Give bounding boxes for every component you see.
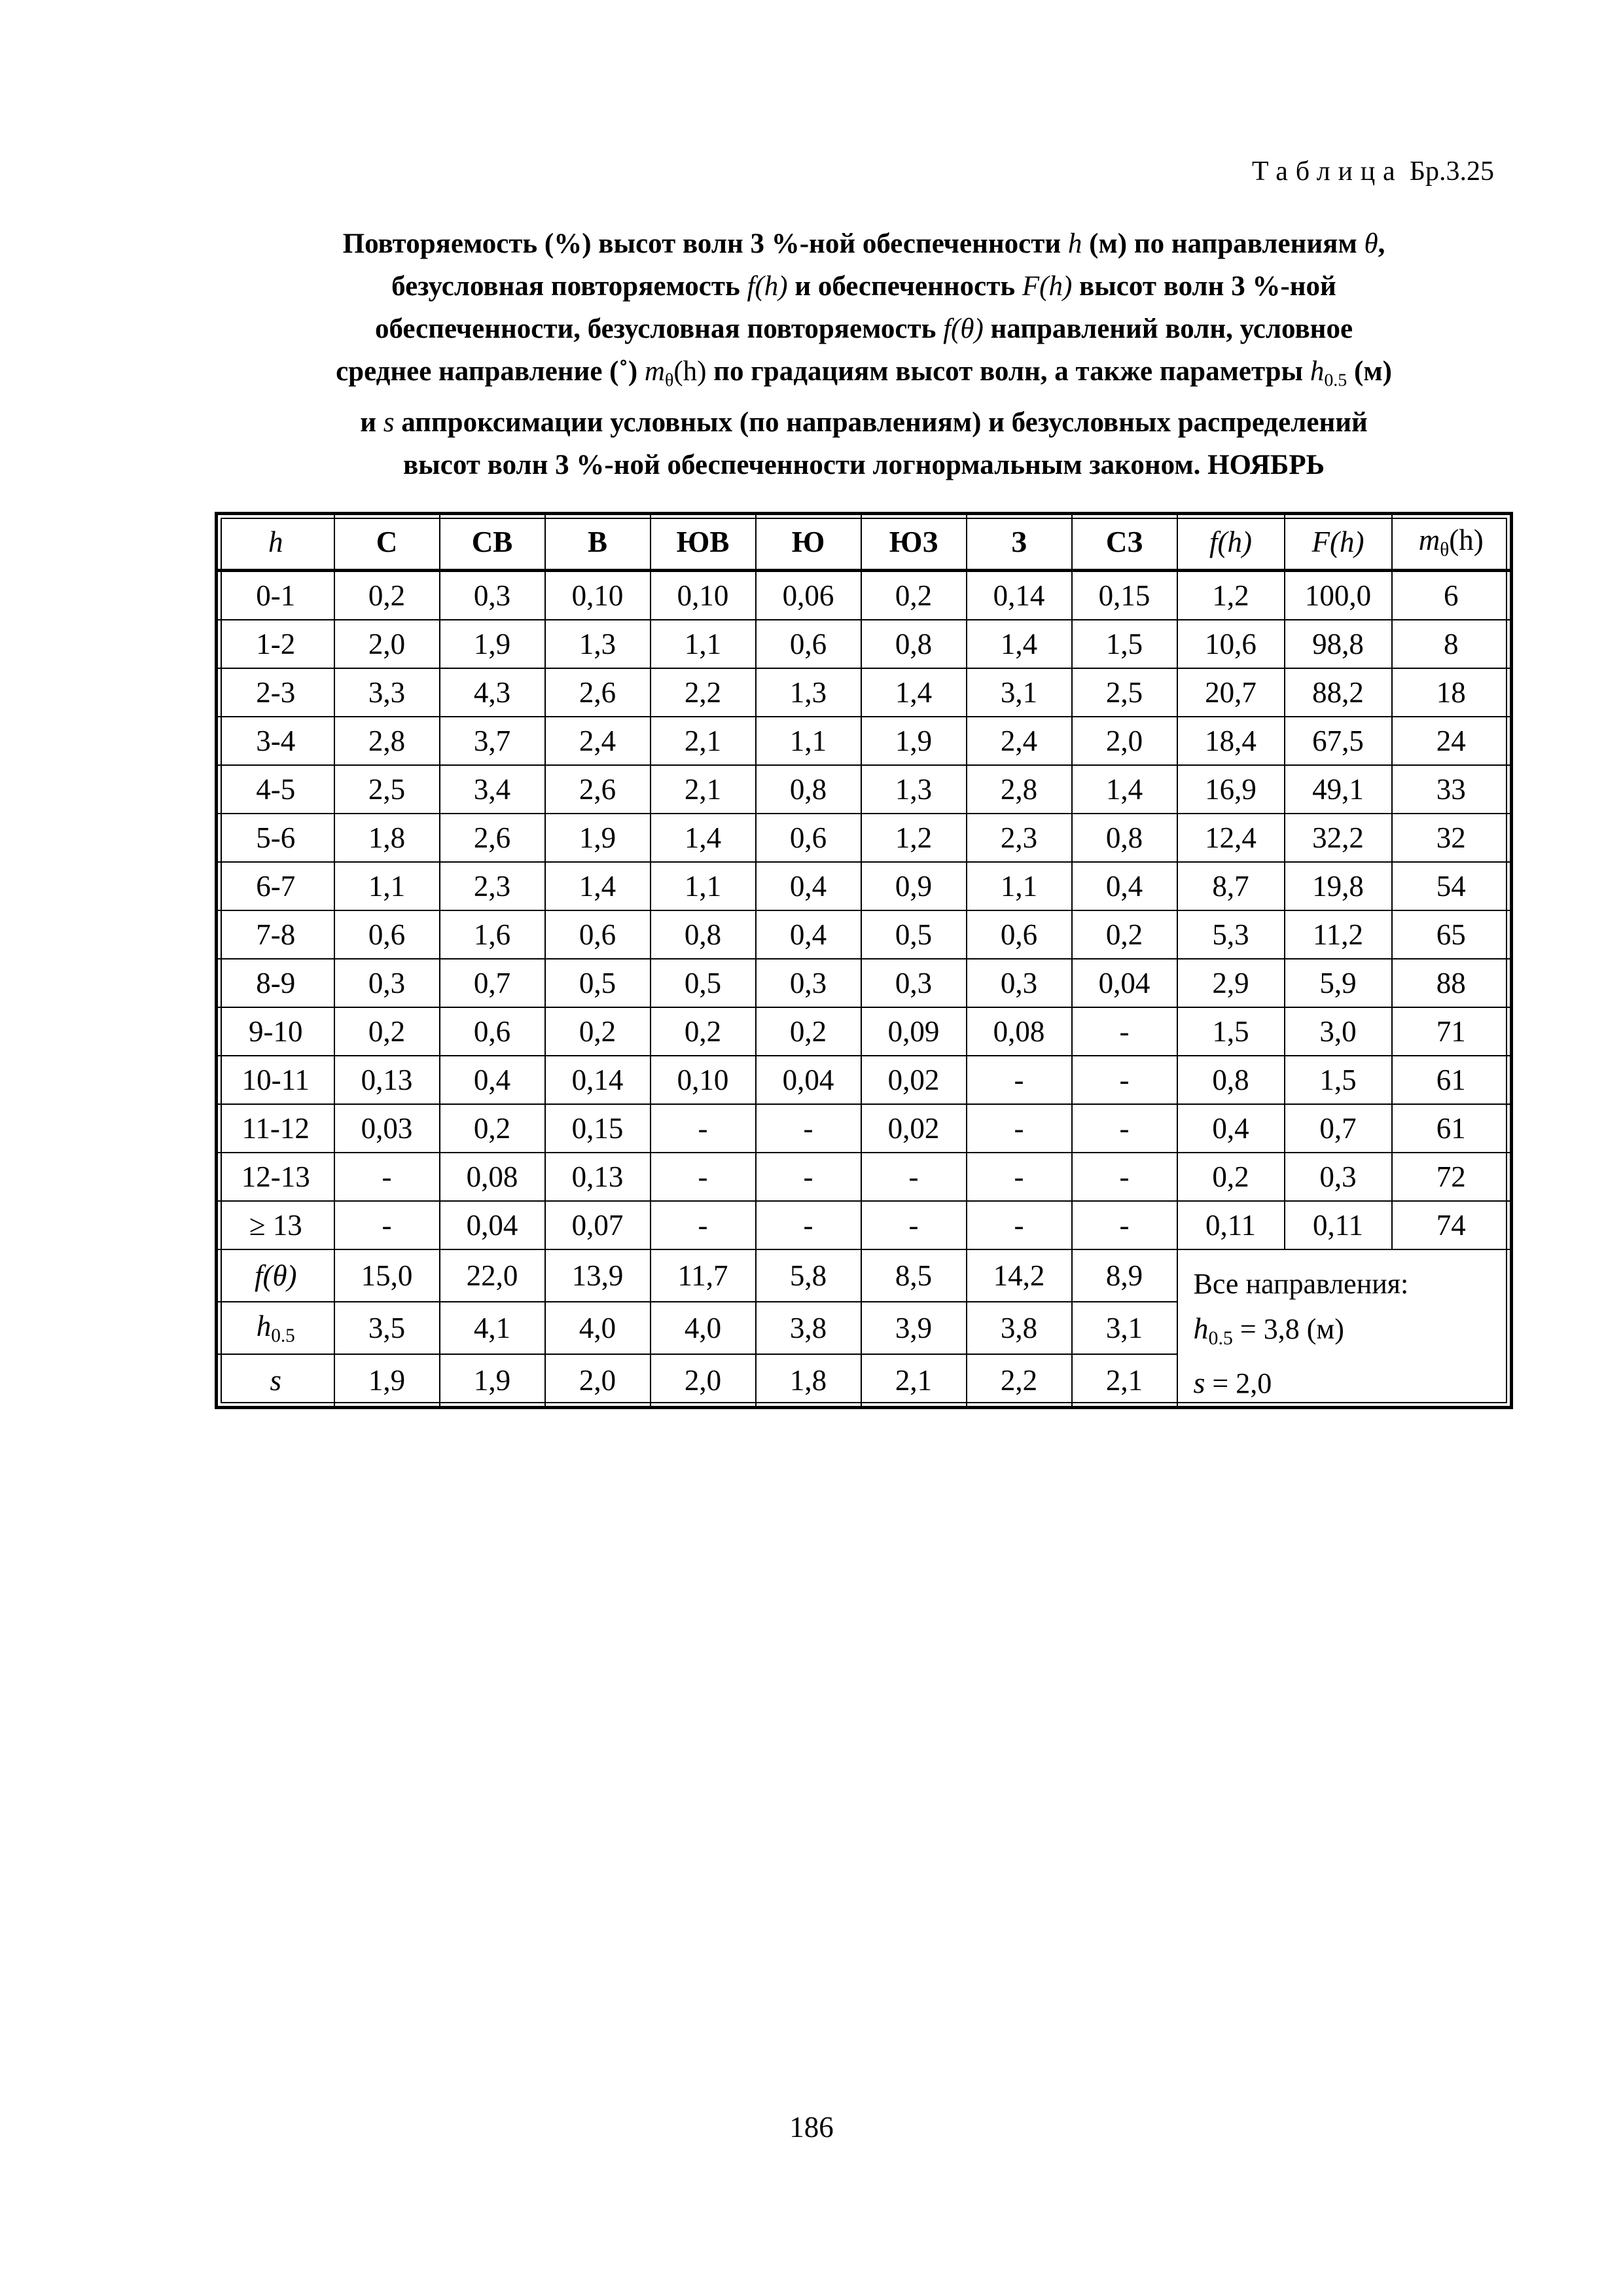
table-row [217,959,1512,1007]
table-cell: 2,4 [545,717,651,765]
table-cell: 1,3 [861,765,967,814]
table-cell: 0,2 [651,1007,756,1056]
cell-fh: 0,2 [1177,1153,1285,1201]
row-height-range: ≥ 13 [217,1201,334,1249]
table-cell: 2,4 [967,717,1072,765]
table-cell: 4,3 [440,668,545,717]
table-cell: 1,4 [861,668,967,717]
table-cell: 0,3 [440,571,545,620]
table-cell: 0,10 [651,1056,756,1104]
table-cell: 2,1 [1072,1354,1177,1408]
cell-m: 61 [1392,1104,1512,1153]
table-cell: 0,2 [545,1007,651,1056]
table-cell: 1,1 [651,862,756,910]
table-cell: 0,3 [756,959,861,1007]
table-cell: - [651,1104,756,1153]
table-cell: 1,9 [440,620,545,668]
cell-Fh: 1,5 [1285,1056,1392,1104]
table-cell: 0,04 [1072,959,1177,1007]
row-height-range: 7-8 [217,910,334,959]
cell-Fh: 32,2 [1285,814,1392,862]
table-cell: 0,4 [440,1056,545,1104]
table-cell: 0,4 [756,862,861,910]
row-height-range: 9-10 [217,1007,334,1056]
table-cell: 3,3 [334,668,440,717]
table-cell: 1,1 [756,717,861,765]
table-row [217,717,1512,765]
summary-h05: $h_{0.5} = 3,8$ (м) [1193,1312,1344,1349]
title-line-1: Повторяемость (%) высот волн 3 %-ной обеспеченности h (м) по направлениям θ, [342,228,1385,259]
table-cell: 15,0 [334,1249,440,1302]
table-row [217,1104,1512,1153]
header-dir-se: ЮВ [651,514,756,571]
cell-fh: 0,11 [1177,1201,1285,1249]
table-cell: 4,0 [545,1302,651,1354]
cell-Fh: 3,0 [1285,1007,1392,1056]
table-cell: 14,2 [967,1249,1072,1302]
table-cell: 3,7 [440,717,545,765]
title-line-6: высот волн 3 %-ной обеспеченности логнормальным законом. НОЯБРЬ [402,450,1325,481]
header-dir-w: З [967,514,1072,571]
table-cell: - [756,1153,861,1201]
table-cell: 2,8 [334,717,440,765]
table-row [217,814,1512,862]
table-cell: 0,6 [440,1007,545,1056]
table-cell: 1,2 [861,814,967,862]
cell-m: 18 [1392,668,1512,717]
cell-m: 32 [1392,814,1512,862]
table-cell: 1,3 [545,620,651,668]
title-line-5: и s аппроксимации условных (по направлениям) и безусловных распределений [360,407,1368,439]
title-line-2: безусловная повторяемость f(h) и обеспеченность F(h) высот волн 3 %-ной [391,271,1336,302]
header-dir-n: С [334,514,440,571]
page-number: 186 [789,2111,834,2144]
table-cell: 0,6 [967,910,1072,959]
cell-fh: 0,8 [1177,1056,1285,1104]
table-cell: - [756,1201,861,1249]
table-cell: 13,9 [545,1249,651,1302]
table-cell: 1,1 [967,862,1072,910]
table-cell: 1,9 [440,1354,545,1408]
table-body [217,571,1512,1250]
table-row [217,862,1512,910]
table-cell: 0,02 [861,1104,967,1153]
table-cell: 2,3 [967,814,1072,862]
table-cell: 2,6 [545,765,651,814]
cell-Fh: 11,2 [1285,910,1392,959]
table-cell: 0,6 [756,814,861,862]
table-cell: 1,3 [756,668,861,717]
wave-height-table [215,512,1513,1409]
cell-Fh: 98,8 [1285,620,1392,668]
cell-Fh: 88,2 [1285,668,1392,717]
table-cell: 1,9 [861,717,967,765]
cell-m: 88 [1392,959,1512,1007]
table-row [217,910,1512,959]
table-cell: 0,8 [1072,814,1177,862]
table-cell: 1,4 [545,862,651,910]
cell-m: 71 [1392,1007,1512,1056]
cell-Fh: 67,5 [1285,717,1392,765]
cell-m: 33 [1392,765,1512,814]
row-height-range: 3-4 [217,717,334,765]
row-height-range: 12-13 [217,1153,334,1201]
row-height-range: 2-3 [217,668,334,717]
cell-fh: 20,7 [1177,668,1285,717]
table-cell: 1,4 [1072,765,1177,814]
cell-Fh: 49,1 [1285,765,1392,814]
table-cell: 0,8 [651,910,756,959]
table-cell: - [334,1201,440,1249]
table-cell: - [334,1153,440,1201]
cell-fh: 1,5 [1177,1007,1285,1056]
table-cell: 3,1 [967,668,1072,717]
table-cell: 0,3 [967,959,1072,1007]
table-cell: 0,5 [545,959,651,1007]
table-cell: 2,0 [334,620,440,668]
row-height-range: 11-12 [217,1104,334,1153]
table-cell: 3,9 [861,1302,967,1354]
ftheta-label: f(θ) [217,1249,334,1302]
table-cell: - [861,1153,967,1201]
table-label-word: Таблица [1251,156,1403,187]
cell-m: 8 [1392,620,1512,668]
table-cell: 2,2 [651,668,756,717]
table-cell: 2,2 [967,1354,1072,1408]
table-cell: 2,6 [545,668,651,717]
table-cell: 3,4 [440,765,545,814]
table-cell: - [967,1056,1072,1104]
table-cell: 1,9 [334,1354,440,1408]
cell-fh: 1,2 [1177,571,1285,620]
table-row [217,1201,1512,1249]
h05-label: $h_{0.5}$ [217,1302,334,1354]
title-line-4: среднее направление (˚) $m_\theta(h)$ по градациям высот волн, а также параметры $h_{0.5}$ (м) [336,356,1392,391]
cell-m: 6 [1392,571,1512,620]
row-height-range: 6-7 [217,862,334,910]
table-cell: 1,5 [1072,620,1177,668]
cell-fh: 18,4 [1177,717,1285,765]
cell-m: 61 [1392,1056,1512,1104]
table-row [217,1056,1512,1104]
table-cell: 0,2 [1072,910,1177,959]
title-line-3: обеспеченности, безусловная повторяемость f(θ) направлений волн, условное [374,314,1353,344]
table-row [217,668,1512,717]
header-dir-sw: ЮЗ [861,514,967,571]
cell-fh: 16,9 [1177,765,1285,814]
row-height-range: 5-6 [217,814,334,862]
table-cell: 0,2 [334,571,440,620]
table-cell: - [967,1104,1072,1153]
table-cell: 0,2 [440,1104,545,1153]
table-cell: 2,8 [967,765,1072,814]
ftheta-row [217,1249,1512,1302]
row-height-range: 8-9 [217,959,334,1007]
table-cell: 0,03 [334,1104,440,1153]
table-cell: 1,4 [967,620,1072,668]
header-m: $m_\theta(h)$ [1392,514,1512,571]
table-cell: 0,3 [861,959,967,1007]
table-cell: 0,13 [334,1056,440,1104]
table-cell: 0,4 [756,910,861,959]
row-height-range: 10-11 [217,1056,334,1104]
table-cell: 4,1 [440,1302,545,1354]
cell-Fh: 5,9 [1285,959,1392,1007]
table-cell: 2,1 [861,1354,967,1408]
table-cell: 2,1 [651,765,756,814]
table-cell: 0,6 [756,620,861,668]
cell-Fh: 100,0 [1285,571,1392,620]
table-cell: 0,13 [545,1153,651,1201]
table-cell: 0,08 [967,1007,1072,1056]
table-cell: 1,8 [334,814,440,862]
cell-Fh: 0,3 [1285,1153,1392,1201]
table-cell: 2,6 [440,814,545,862]
table-cell: 1,1 [651,620,756,668]
table-cell: - [1072,1007,1177,1056]
header-row [217,514,1512,571]
table-cell: 0,6 [334,910,440,959]
table-cell: 0,02 [861,1056,967,1104]
table-row [217,765,1512,814]
cell-fh: 10,6 [1177,620,1285,668]
table-cell: 2,5 [1072,668,1177,717]
summary-s: s = 2,0 [1193,1365,1272,1399]
table-cell: 3,8 [967,1302,1072,1354]
cell-fh: 0,4 [1177,1104,1285,1153]
table-cell: 2,3 [440,862,545,910]
table-label-number: Бр.3.25 [1409,156,1494,187]
table-cell: 0,14 [967,571,1072,620]
table-cell: - [651,1153,756,1201]
table-row [217,571,1512,620]
table-cell: 0,09 [861,1007,967,1056]
table-cell: 0,5 [651,959,756,1007]
table-cell: 0,10 [651,571,756,620]
table-cell: 3,1 [1072,1302,1177,1354]
table-row [217,1153,1512,1201]
table-cell: 2,0 [651,1354,756,1408]
cell-Fh: 0,7 [1285,1104,1392,1153]
cell-fh: 12,4 [1177,814,1285,862]
cell-m: 74 [1392,1201,1512,1249]
table-cell: - [1072,1201,1177,1249]
table-cell: 2,0 [545,1354,651,1408]
table-cell: - [651,1201,756,1249]
table-cell: 1,4 [651,814,756,862]
table-cell: 0,7 [440,959,545,1007]
table-cell: - [967,1201,1072,1249]
table-row [217,1007,1512,1056]
summary-all-directions [1177,1249,1512,1407]
header-dir-nw: СЗ [1072,514,1177,571]
table-cell: 0,4 [1072,862,1177,910]
cell-m: 54 [1392,862,1512,910]
row-height-range: 4-5 [217,765,334,814]
s-label: s [217,1354,334,1408]
table-cell: 0,8 [756,765,861,814]
header-h: h [217,514,334,571]
table-cell: 0,08 [440,1153,545,1201]
table-cell: 0,2 [334,1007,440,1056]
cell-Fh: 0,11 [1285,1201,1392,1249]
table-cell: 0,07 [545,1201,651,1249]
table-cell: 5,8 [756,1249,861,1302]
cell-m: 72 [1392,1153,1512,1201]
table-cell: 0,04 [440,1201,545,1249]
summary-title: Все направления: [1193,1268,1409,1300]
table-cell: 0,10 [545,571,651,620]
cell-fh: 2,9 [1177,959,1285,1007]
table-cell: 8,9 [1072,1249,1177,1302]
cell-m: 65 [1392,910,1512,959]
table-cell: 1,6 [440,910,545,959]
table-cell: 0,3 [334,959,440,1007]
table-cell: 0,5 [861,910,967,959]
header-dir-s: Ю [756,514,861,571]
table-row [217,620,1512,668]
table-cell: - [1072,1153,1177,1201]
header-Fh: F(h) [1285,514,1392,571]
table-cell: 22,0 [440,1249,545,1302]
table-cell: 0,6 [545,910,651,959]
table-cell: 0,15 [1072,571,1177,620]
table-cell: 3,5 [334,1302,440,1354]
table-cell: 0,8 [861,620,967,668]
row-height-range: 0-1 [217,571,334,620]
table-cell: - [967,1153,1072,1201]
table-cell: 3,8 [756,1302,861,1354]
table-cell: - [1072,1104,1177,1153]
table-cell: 0,2 [756,1007,861,1056]
table-cell: 0,2 [861,571,967,620]
table-cell: - [1072,1056,1177,1104]
cell-fh: 8,7 [1177,862,1285,910]
table-cell: 2,1 [651,717,756,765]
row-height-range: 1-2 [217,620,334,668]
table-cell: 0,9 [861,862,967,910]
header-dir-e: В [545,514,651,571]
cell-fh: 5,3 [1177,910,1285,959]
table-cell: 11,7 [651,1249,756,1302]
table-cell: 2,5 [334,765,440,814]
header-dir-ne: СВ [440,514,545,571]
table-cell: 0,06 [756,571,861,620]
table-cell: 8,5 [861,1249,967,1302]
table-title [216,223,1512,486]
table-cell: 0,04 [756,1056,861,1104]
table-cell: 1,9 [545,814,651,862]
table-label [1252,156,1494,187]
table-cell: 4,0 [651,1302,756,1354]
table-cell: - [756,1104,861,1153]
table-cell: 1,1 [334,862,440,910]
header-fh: f(h) [1177,514,1285,571]
table-cell: 0,14 [545,1056,651,1104]
table-cell: 1,8 [756,1354,861,1408]
cell-m: 24 [1392,717,1512,765]
table-cell: 0,15 [545,1104,651,1153]
table-cell: 2,0 [1072,717,1177,765]
table-cell: - [861,1201,967,1249]
cell-Fh: 19,8 [1285,862,1392,910]
